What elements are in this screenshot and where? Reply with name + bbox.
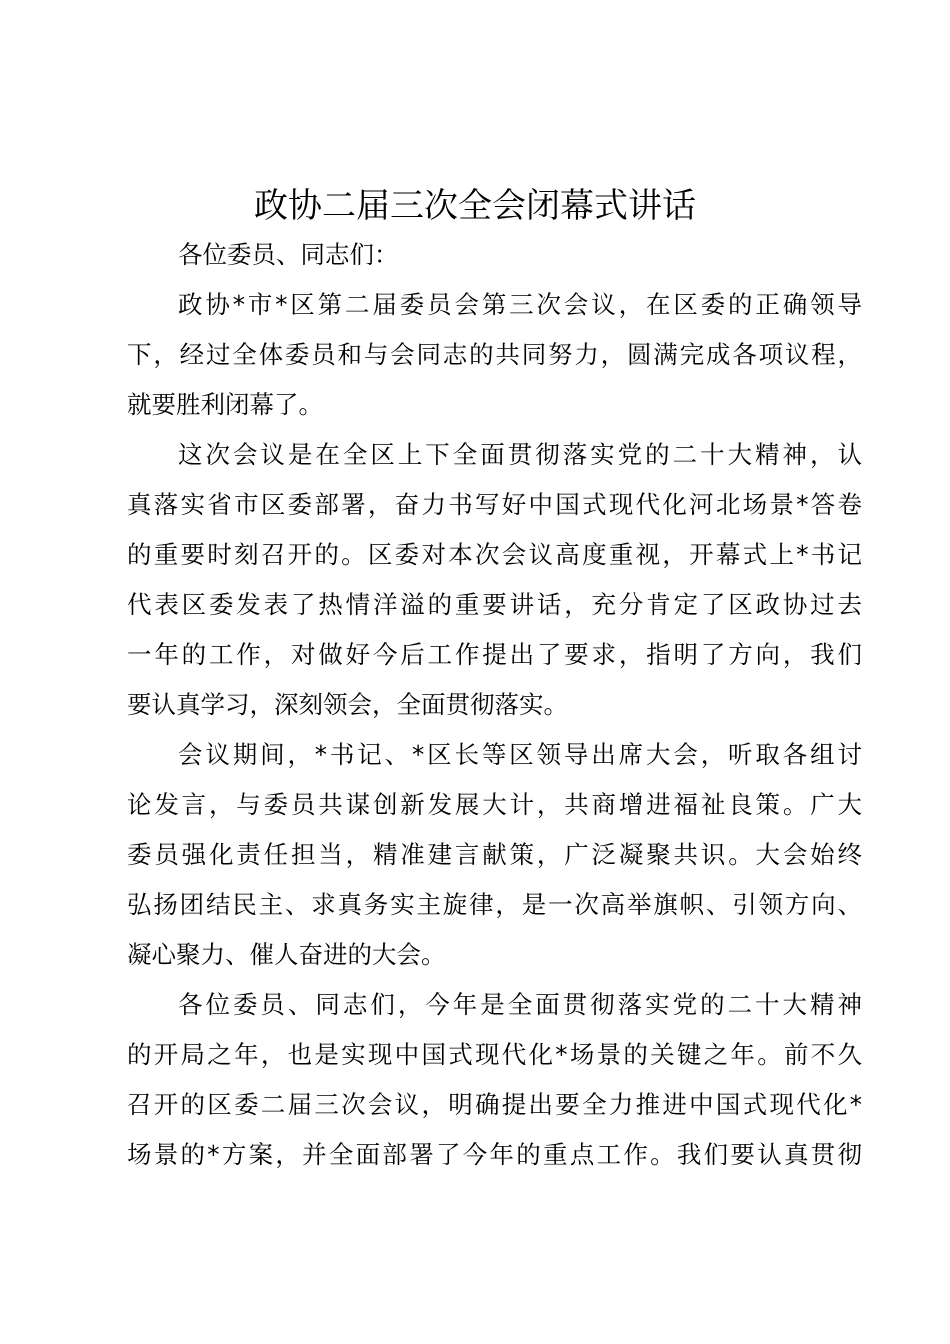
paragraph-line: 凝心聚力、催人奋进的大会。 bbox=[127, 940, 446, 969]
paragraph-line: 会议期间，*书记、*区长等区领导出席大会，听取各组讨 bbox=[178, 740, 862, 769]
paragraph-line: 论发言，与委员共谋创新发展大计，共商增进福祉良策。广大 bbox=[127, 790, 862, 819]
paragraph-line: 代表区委发表了热情洋溢的重要讲话，充分肯定了区政协过去 bbox=[127, 590, 862, 619]
paragraph-line: 下，经过全体委员和与会同志的共同努力，圆满完成各项议程， bbox=[127, 340, 862, 369]
paragraph-line: 场景的*方案，并全面部署了今年的重点工作。我们要认真贯彻 bbox=[127, 1140, 862, 1169]
paragraph-line: 就要胜利闭幕了。 bbox=[127, 390, 323, 419]
document-body bbox=[127, 230, 862, 1180]
paragraph-line: 的重要时刻召开的。区委对本次会议高度重视，开幕式上*书记 bbox=[127, 540, 862, 569]
paragraph-line: 弘扬团结民主、求真务实主旋律，是一次高举旗帜、引领方向、 bbox=[127, 890, 862, 919]
paragraph-line: 召开的区委二届三次会议，明确提出要全力推进中国式现代化* bbox=[127, 1090, 862, 1119]
paragraph-line: 各位委员、同志们，今年是全面贯彻落实党的二十大精神 bbox=[178, 990, 862, 1019]
paragraph-line: 政协*市*区第二届委员会第三次会议，在区委的正确领导 bbox=[178, 290, 862, 319]
paragraph-line: 真落实省市区委部署，奋力书写好中国式现代化河北场景*答卷 bbox=[127, 490, 862, 519]
paragraph-line: 委员强化责任担当，精准建言献策，广泛凝聚共识。大会始终 bbox=[127, 840, 862, 869]
paragraph-line: 的开局之年，也是实现中国式现代化*场景的关键之年。前不久 bbox=[127, 1040, 862, 1069]
document-title: 政协二届三次全会闭幕式讲话 bbox=[254, 186, 696, 226]
paragraph-line: 这次会议是在全区上下全面贯彻落实党的二十大精神，认 bbox=[178, 440, 862, 469]
paragraph-line: 一年的工作，对做好今后工作提出了要求，指明了方向，我们 bbox=[127, 640, 862, 669]
salutation-line: 各位委员、同志们： bbox=[178, 240, 399, 269]
paragraph-line: 要认真学习，深刻领会，全面贯彻落实。 bbox=[127, 690, 568, 719]
